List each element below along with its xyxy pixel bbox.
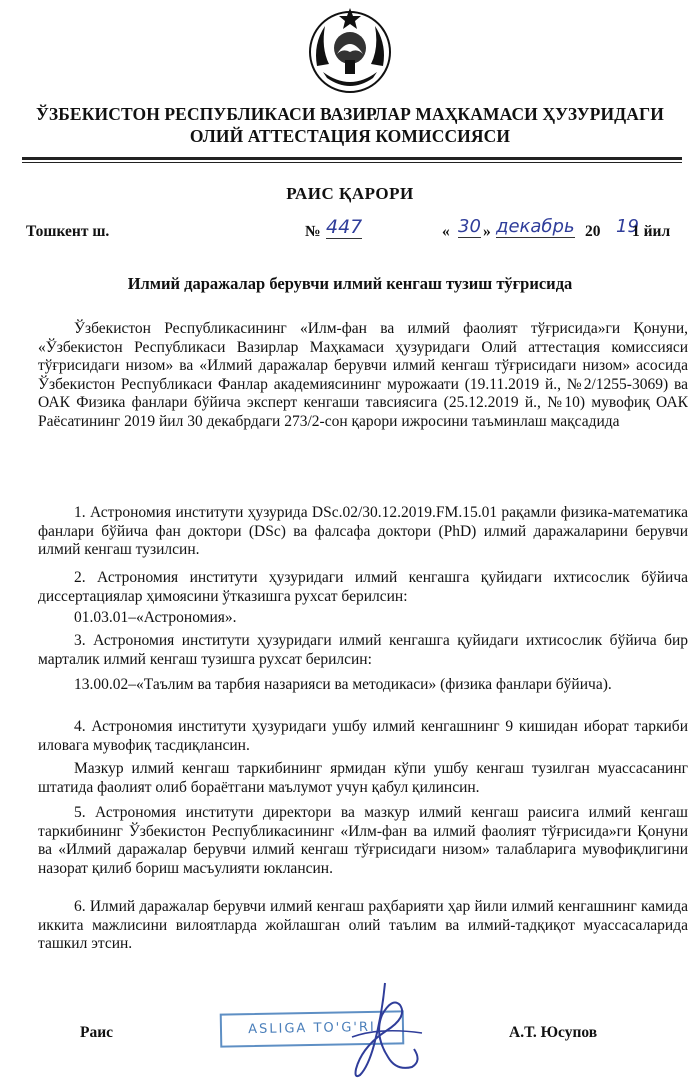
- preamble-paragraph: Ўзбекистон Республикасининг «Илм-фан ва илмий фаолият тўғрисида»ги Қонуни, «Ўзбекистон Республикаси Вазирлар Маҳкамаси ҳузуридаги Олий аттестация комиссияси тўғрисидаги низом» ва «Илмий даражалар берувчи илмий кенгаш тўғрисидаги низом» асосида Ўзбекистон Республикаси Фанлар академиясининг мурожаати (19.11.2019 й., №2/1255-3069) ва ОАК Физика фанлари бўйича эксперт кенгаши тавсиясига (25.12.2019 й., №10) мувофиқ ОАК Раёсатининг 2019 йил 30 декабрдаги 273/2-сон қарори ижросини таъминлаш мақсадида: [38, 320, 688, 430]
- item-1: 1. Астрономия институти ҳузурида DSc.02/30.12.2019.FM.15.01 рақамли физика-математика фанлари бўйича фан доктори (DSc) ва фалсафа доктори (PhD) илмий даражаларини берувчи илмий кенгаш тузилсин.: [38, 504, 688, 558]
- header-divider-thick: [22, 157, 682, 160]
- date-quote-open: «: [442, 223, 450, 240]
- decree-number: 447: [326, 216, 363, 238]
- item-3: 3. Астрономия институти ҳузуридаги илмий кенгашга қуйидаги ихтисослик бўйича бир марталик илмий кенгаш тузишга рухсат берилсин:: [38, 632, 688, 668]
- header-divider-thin: [22, 162, 682, 163]
- handwritten-signature: [330, 975, 440, 1085]
- item-4-note: Мазкур илмий кенгаш таркибининг ярмидан кўпи ушбу кенгаш тузилган муассасанинг штатида фаолият олиб бораётгани маълумот учун қабул қилинсин.: [38, 760, 688, 796]
- item-3-code: 13.00.02–«Таълим ва тарбия назарияси ва методикаси» (физика фанлари бўйича).: [74, 676, 612, 693]
- signature-role: Раис: [80, 1024, 114, 1041]
- item-2-code: 01.03.01–«Астрономия».: [74, 609, 237, 626]
- signatory-name: А.Т. Юсупов: [509, 1024, 598, 1041]
- organization-name-line1: ЎЗБЕКИСТОН РЕСПУБЛИКАСИ ВАЗИРЛАР МАҲКАМАСИ ҲУЗУРИДАГИ: [35, 104, 664, 124]
- item-4: 4. Астрономия институти ҳузуридаги ушбу илмий кенгашнинг 9 кишидан иборат таркиби иловага мувофиқ тасдиқлансин.: [38, 718, 688, 754]
- item-5: 5. Астрономия институти директори ва мазкур илмий кенгаш раисига илмий кенгаш таркибининг Ўзбекистон Республикасининг «Илм-фан ва илмий фаолият тўғрисида»ги Қонуни ва «Илмий даражалар берувчи илмий кенгаш тўғрисидаги низом» талабларига мувофиқлигини назорат қилиб бориш масъулияти юклансин.: [38, 804, 688, 877]
- decree-year-word: 1 йил: [632, 223, 671, 240]
- certified-copy-stamp: ASLIGA TO'G'RI: [220, 1010, 405, 1047]
- item-6: 6. Илмий даражалар берувчи илмий кенгаш раҳбарияти ҳар йили илмий кенгашнинг камида иккита мажлисини вилоятларда жойлашган олий таълим ва илмий-тадқиқот муассасаларида ташкил этсин.: [38, 898, 688, 952]
- decree-date-day: 30: [458, 216, 481, 237]
- date-quote-close: »: [483, 223, 491, 240]
- decree-year-prefix: 20: [585, 223, 601, 240]
- decree-number-label: №: [305, 223, 321, 240]
- state-emblem-icon: [303, 4, 397, 96]
- decree-subject: Илмий даражалар берувчи илмий кенгаш тузиш тўғрисида: [127, 274, 573, 293]
- decree-year-suffix: 19: [616, 216, 639, 237]
- organization-name-line2: ОЛИЙ АТТЕСТАЦИЯ КОМИССИЯСИ: [189, 126, 511, 146]
- item-2: 2. Астрономия институти ҳузуридаги илмий кенгашга қуйидаги ихтисослик бўйича диссертациялар ҳимоясини ўтказишга рухсат берилсин:: [38, 569, 688, 605]
- decree-date-month: декабрь: [496, 216, 575, 237]
- decree-place: Тошкент ш.: [26, 223, 110, 240]
- decree-title: РАИС ҚАРОРИ: [286, 184, 414, 203]
